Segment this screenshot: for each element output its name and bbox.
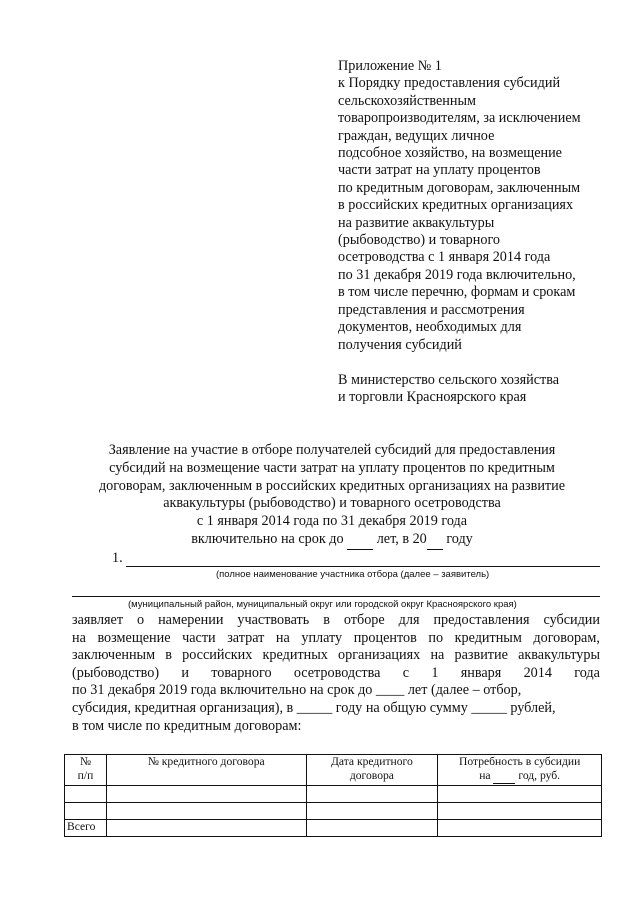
body-word: затрат (227, 629, 265, 646)
table-cell[interactable] (106, 786, 306, 803)
body-word: 2014 (523, 664, 552, 681)
title-line-4: аквакультуры (рыбоводство) и товарного осетроводства (163, 495, 501, 512)
appendix-line-17: получения субсидий (338, 336, 462, 353)
body-word: кредитным (454, 629, 522, 646)
body-line-3 (72, 647, 600, 665)
appendix-line-3: сельскохозяйственным (338, 92, 477, 109)
body-word: на (275, 629, 290, 646)
title-line-1: Заявление на участие в отборе получателей субсидий для предоставления (108, 442, 556, 458)
title-line-2: субсидий на возмещение части затрат на уплату процентов по кредитным (109, 459, 555, 476)
appendix-line-5: граждан, ведущих личное (338, 127, 495, 144)
participant-name-field[interactable] (126, 566, 600, 567)
body-word: 1 (431, 664, 439, 681)
appendix-line-12: осетроводства с 1 января 2014 года (338, 249, 551, 266)
appendix-line-11: (рыбоводство) и товарного (338, 232, 501, 249)
year-field[interactable] (427, 531, 443, 550)
table-cell[interactable] (438, 786, 602, 803)
body-word: возмещение (97, 629, 171, 646)
body-word: заявляет (72, 612, 124, 628)
participant-caption: (полное наименование участника отбора (далее – заявитель) (216, 569, 490, 580)
body-line-5: по 31 декабря 2019 года включительно на срок до ____ лет (далее – отбор, (72, 682, 522, 699)
appendix-header (338, 58, 638, 354)
body-word: аквакультуры (518, 647, 600, 664)
body-word: заключенным (72, 647, 156, 664)
body-word: с (402, 664, 410, 681)
body-line-7: в том числе по кредитным договорам: (72, 717, 302, 734)
table-cell[interactable] (306, 803, 438, 820)
body-word: части (182, 629, 216, 646)
title-line-6 (62, 531, 602, 550)
table-cell[interactable] (65, 786, 107, 803)
need-year-field[interactable] (493, 769, 515, 784)
appendix-line-16: документов, необходимых для (338, 319, 522, 336)
body-word: процентов (353, 629, 417, 646)
col-date-header: Дата кредитного договора (306, 755, 438, 786)
total-cell[interactable] (438, 820, 602, 837)
need-header-line-1: Потребность в субсидии (458, 755, 581, 768)
body-word: на (72, 629, 86, 646)
appendix-line-6: подсобное хозяйство, на возмещение (338, 145, 562, 162)
title-line-3: договорам, заключенным в российских кредитных организациях на развитие (98, 477, 566, 494)
credit-contracts-table (64, 754, 602, 837)
total-label: Всего (65, 820, 107, 837)
body-word: товарного (211, 664, 272, 681)
table-total-row (65, 820, 602, 837)
addressee (338, 372, 638, 407)
col-contract-header: № кредитного договора (106, 755, 306, 786)
appendix-line-2: к Порядку предоставления субсидий (338, 75, 561, 92)
body-word: уплату (301, 629, 343, 646)
table-header-row (65, 755, 602, 786)
need-header-line-2 (441, 769, 598, 784)
municipality-caption: (муниципальный район, муниципальный округ или городской округ Красноярского края) (128, 599, 517, 610)
appendix-line-8: по кредитным договорам, заключенным (338, 179, 581, 196)
body-word: предоставления (433, 612, 530, 628)
addressee-line-2: и торговли Красноярского края (338, 389, 527, 406)
appendix-line-14: в том числе перечню, формам и срокам (338, 284, 576, 301)
col-need-header (438, 755, 602, 786)
body-word: российских (182, 647, 253, 664)
table-row (65, 786, 602, 803)
table-cell[interactable] (65, 803, 107, 820)
body-word: для (398, 612, 420, 628)
term-year-label: лет, в 20 (376, 530, 427, 547)
addressee-line-1: В министерство сельского хозяйства (338, 372, 560, 388)
body-word: года (574, 664, 600, 681)
body-word: развитие (454, 647, 508, 664)
appendix-line-4: товаропроизводителям, за исключением (338, 110, 581, 127)
municipality-field[interactable] (72, 596, 600, 597)
appendix-line-13: по 31 декабря 2019 года включительно, (338, 266, 576, 283)
body-line-6: субсидия, кредитная организация), в _____ году на общую сумму _____ рублей, (72, 699, 556, 716)
body-line-2 (72, 630, 600, 648)
total-cell[interactable] (106, 820, 306, 837)
application-body (72, 612, 600, 735)
body-word: января (460, 664, 502, 681)
body-word: договорам, (533, 629, 600, 646)
appendix-line-15: представления и рассмотрения (338, 301, 525, 318)
item-number: 1. (112, 550, 123, 566)
body-word: организациях (338, 647, 421, 664)
body-word: отборе (343, 612, 385, 628)
appendix-line-10: на развитие аквакультуры (338, 214, 495, 231)
need-header-na: на (479, 769, 491, 782)
appendix-line-7: части затрат на уплату процентов (338, 162, 541, 179)
body-line-1 (72, 612, 600, 630)
body-line-4 (72, 665, 600, 683)
col-number-header: № п/п (65, 755, 107, 786)
need-header-unit: год, руб. (518, 769, 561, 782)
table-cell[interactable] (438, 803, 602, 820)
body-word: на (430, 647, 445, 664)
document-title (62, 442, 602, 550)
body-word: и (181, 664, 189, 681)
body-word: субсидии (543, 612, 600, 628)
appendix-line-9: в российских кредитных организациях (338, 197, 574, 214)
body-word: по (428, 629, 444, 646)
body-word: участвовать (237, 612, 310, 628)
table-cell[interactable] (306, 786, 438, 803)
body-word: о (137, 612, 145, 628)
table-row (65, 803, 602, 820)
total-cell[interactable] (306, 820, 438, 837)
table-cell[interactable] (106, 803, 306, 820)
year-suffix: году (446, 530, 473, 547)
term-label: включительно на срок до (191, 530, 344, 547)
term-years-field[interactable] (347, 531, 373, 550)
title-line-5: с 1 января 2014 года по 31 декабря 2019 года (196, 513, 468, 530)
body-word: намерении (158, 612, 224, 628)
appendix-line-1: Приложение № 1 (338, 58, 442, 74)
body-word: осетроводства (293, 664, 381, 681)
body-word: в (165, 647, 172, 664)
body-word: в (323, 612, 330, 628)
body-word: кредитных (262, 647, 328, 664)
body-word: (рыбоводство) (72, 664, 160, 681)
